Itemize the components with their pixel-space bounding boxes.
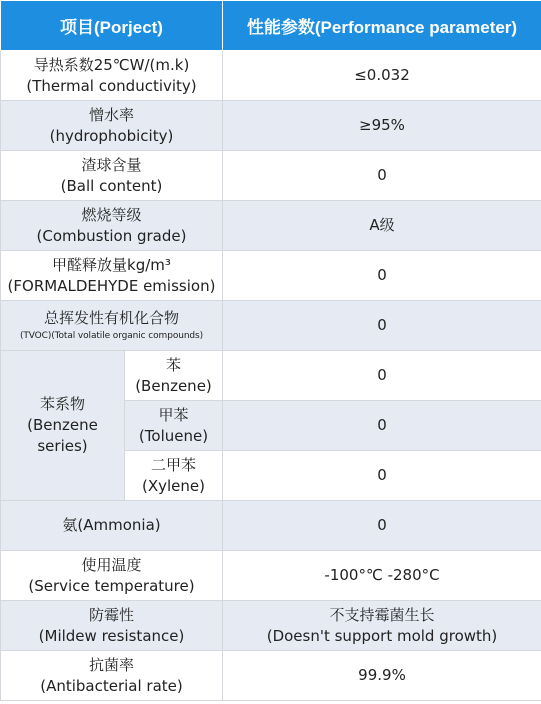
row-value: A级 [223,201,541,251]
row-value: 99.9% [223,651,541,701]
table-row [1,151,541,201]
table-row [1,51,541,101]
row-label-en: (Combustion grade) [36,226,187,245]
row-label-cn: 抗菌率 [88,655,134,674]
row-label-cn: 憎水率 [88,105,134,124]
row-label-cn: 总挥发性有机化合物 [43,309,179,327]
row-value: 0 [223,401,541,451]
sub-row-label [125,401,223,451]
row-label-cn: 渣球含量 [81,155,142,174]
table-row [1,301,541,351]
row-label-cn: 甲醛释放量kg/m³ [52,255,171,274]
row-label-en: (Antibacterial rate) [40,676,183,695]
table-row [1,501,541,551]
table-row [1,651,541,701]
row-label [1,251,223,301]
row-label-cn: 甲苯 [158,405,189,424]
row-label-en: (Toluene) [138,426,209,445]
row-label [1,101,223,151]
row-label [1,551,223,601]
row-label-en: (Mildew resistance) [38,626,185,645]
row-label [1,651,223,701]
row-label [1,51,223,101]
row-label-en: (Xylene) [142,476,205,495]
row-label [1,501,223,551]
row-label-en: (Benzene) [135,376,212,395]
row-value: 0 [223,251,541,301]
row-value-en: (Doesn't support mold growth) [266,626,498,645]
table-row [1,201,541,251]
row-value: 0 [223,301,541,351]
row-value [223,601,541,651]
table-row [1,251,541,301]
row-label-cn: 氨(Ammonia) [62,516,161,534]
row-label-en: (hydrophobicity) [49,126,174,145]
row-value: ≥95% [223,101,541,151]
row-label-en: (Thermal conductivity) [26,76,197,95]
row-label-en: (FORMALDEHYDE emission) [7,276,216,295]
row-value: -100°℃ -280°C [223,551,541,601]
table-row [1,551,541,601]
row-label-cn: 使用温度 [81,555,142,574]
row-label-cn: 防霉性 [88,605,134,624]
sub-row-label [125,351,223,401]
row-label-en: (TVOC)(Total volatile organic compounds) [19,331,204,341]
row-label-en: (Ball content) [60,176,163,195]
row-label-cn: 苯系物 [39,395,85,413]
row-value: 0 [223,451,541,501]
row-label [1,301,223,351]
row-value: 0 [223,501,541,551]
row-label [1,151,223,201]
row-label-cn: 导热系数25℃W/(m.k) [33,55,190,74]
row-label-cn: 二甲苯 [150,455,196,474]
row-value: 0 [223,351,541,401]
sub-row-label [125,451,223,501]
table-row [1,601,541,651]
header-item: 项目(Porject) [1,1,223,51]
table-row [1,351,541,401]
row-label-en: (Benzene series) [27,416,98,455]
row-label [1,201,223,251]
table-header-row [1,1,541,51]
benzene-group-label [1,351,125,501]
row-label-en: (Service temperature) [28,576,195,595]
row-label-cn: 苯 [165,355,181,374]
row-value-cn: 不支持霉菌生长 [329,605,435,624]
row-value: ≤0.032 [223,51,541,101]
row-label [1,601,223,651]
row-value: 0 [223,151,541,201]
row-label-cn: 燃烧等级 [81,205,142,224]
header-performance: 性能参数(Performance parameter) [223,1,541,51]
table-row [1,101,541,151]
